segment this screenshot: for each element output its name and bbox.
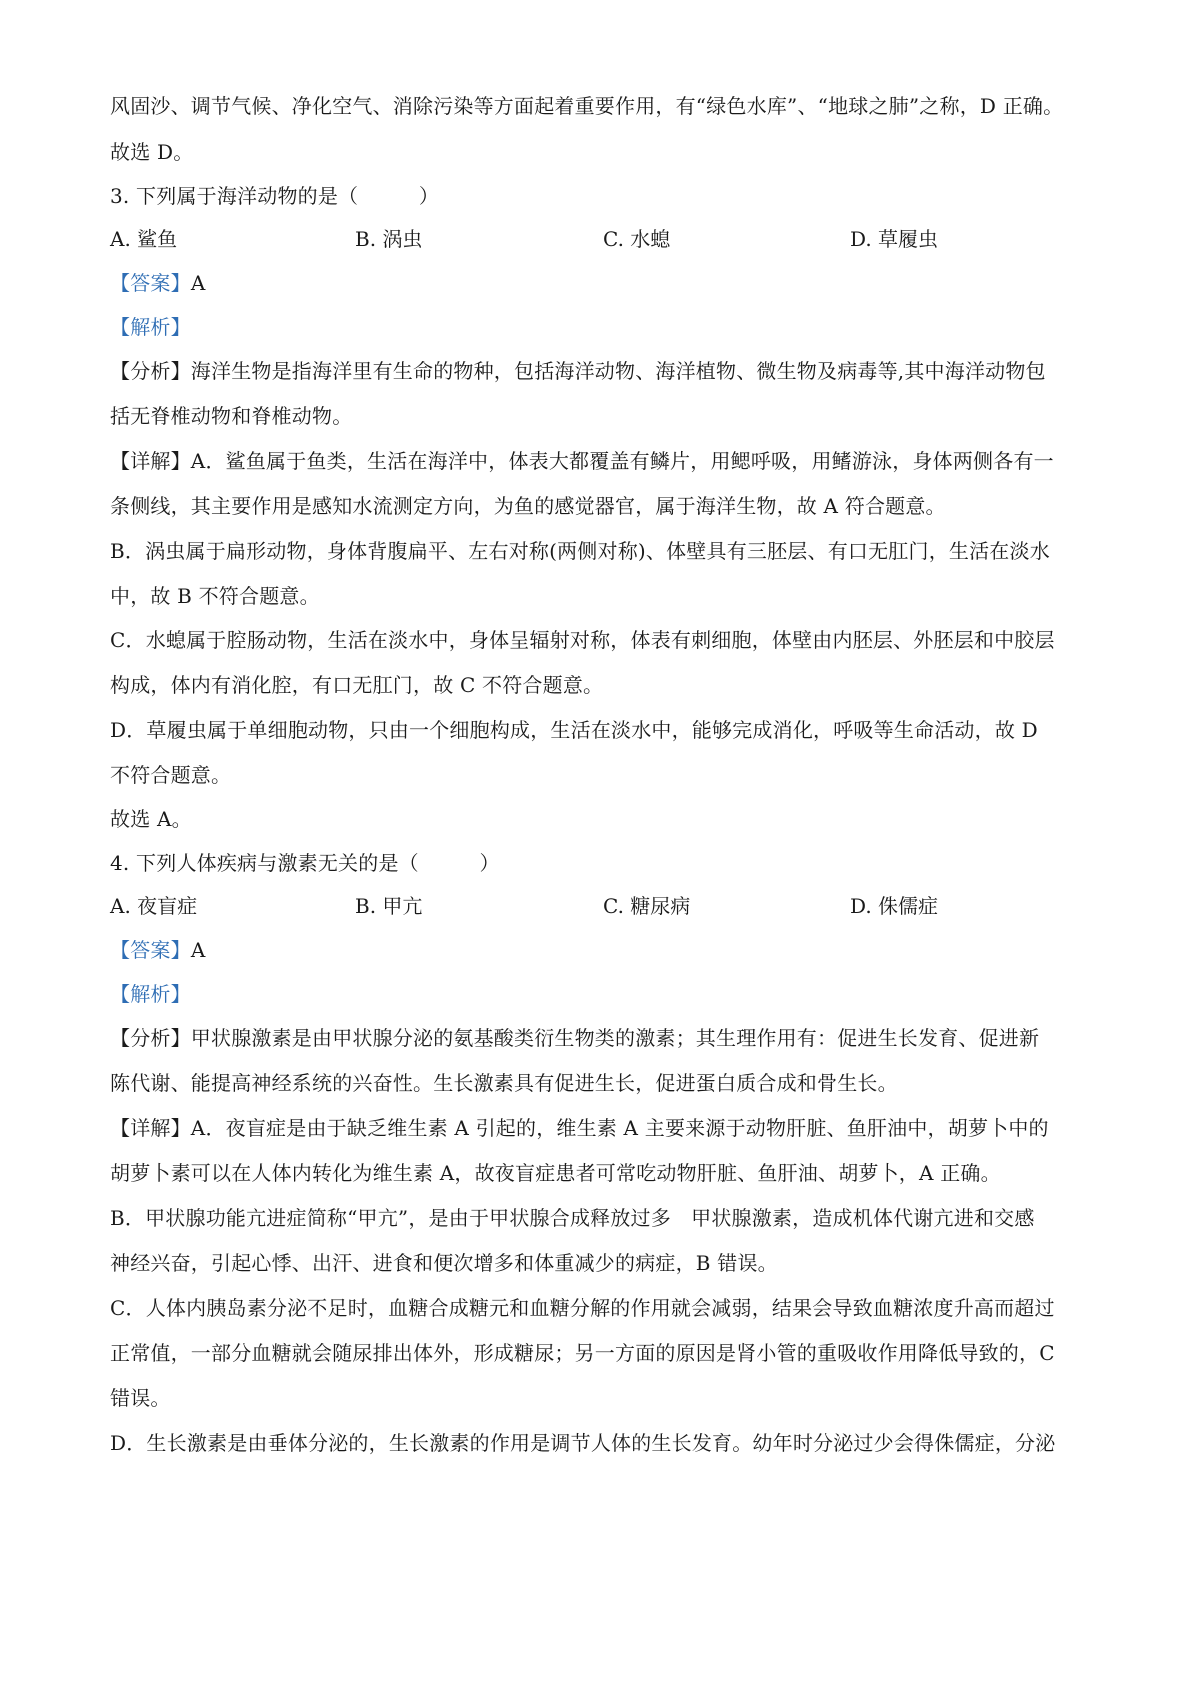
- text-line: 条侧线，其主要作用是感知水流测定方向，为鱼的感觉器官，属于海洋生物，故 A 符合题意。: [110, 494, 946, 518]
- option-d: D. 草履虫: [850, 227, 939, 251]
- text-line: B．甲状腺功能亢进症简称“甲亢”，是由于甲状腺合成释放过多 甲状腺激素，造成机体代谢亢进和交感: [110, 1206, 1035, 1230]
- answer-tag: 【答案】: [110, 271, 191, 295]
- text-line: C．水螅属于腔肠动物，生活在淡水中，身体呈辐射对称，体表有刺细胞，体壁由内胚层、外胚层和中胶层: [110, 628, 1055, 652]
- text-line: 【详解】A．鲨鱼属于鱼类，生活在海洋中，体表大都覆盖有鳞片，用鳃呼吸，用鳍游泳，身体两侧各有一: [110, 449, 1054, 473]
- text-line: 【分析】甲状腺激素是由甲状腺分泌的氨基酸类衍生物类的激素；其生理作用有：促进生长发育、促进新: [110, 1026, 1040, 1050]
- text-line: 神经兴奋，引起心悸、出汗、进食和便次增多和体重减少的病症，B 错误。: [110, 1251, 778, 1275]
- question-3: 3. 下列属于海洋动物的是（ ）: [110, 184, 440, 208]
- option-d: D. 侏儒症: [850, 894, 939, 918]
- text-line: 错误。: [110, 1386, 171, 1410]
- text-line: D．生长激素是由垂体分泌的，生长激素的作用是调节人体的生长发育。幼年时分泌过少会得侏儒症，分泌: [110, 1431, 1056, 1455]
- analysis-tag: 【解析】: [110, 315, 191, 339]
- question-4: 4. 下列人体疾病与激素无关的是（ ）: [110, 851, 500, 875]
- answer-line: [110, 269, 1100, 297]
- text-line: 胡萝卜素可以在人体内转化为维生素 A，故夜盲症患者可常吃动物肝脏、鱼肝油、胡萝卜，A 正确。: [110, 1161, 1001, 1185]
- text-line: 构成，体内有消化腔，有口无肛门，故 C 不符合题意。: [110, 673, 604, 697]
- answer-tag: 【答案】: [110, 938, 191, 962]
- answer-line: [110, 936, 1100, 964]
- text-line: 正常值，一部分血糖就会随尿排出体外，形成糖尿；另一方面的原因是肾小管的重吸收作用降低导致的，C: [110, 1341, 1055, 1365]
- text-line: 陈代谢、能提高神经系统的兴奋性。生长激素具有促进生长，促进蛋白质合成和骨生长。: [110, 1071, 898, 1095]
- analysis-tag: 【解析】: [110, 982, 191, 1006]
- text-line: D．草履虫属于单细胞动物，只由一个细胞构成，生活在淡水中，能够完成消化，呼吸等生命活动，故 D: [110, 718, 1038, 742]
- option-b: B. 甲亢: [355, 894, 423, 918]
- option-a: A. 夜盲症: [110, 894, 198, 918]
- text-line: 风固沙、调节气候、净化空气、消除污染等方面起着重要作用，有“绿色水库”、“地球之肺”之称，D 正确。: [110, 94, 1064, 118]
- option-c: C. 糖尿病: [603, 894, 691, 918]
- text-line: 故选 D。: [110, 140, 194, 164]
- text-line: C．人体内胰岛素分泌不足时，血糖合成糖元和血糖分解的作用就会减弱，结果会导致血糖浓度升高而超过: [110, 1296, 1055, 1320]
- text-line: 故选 A。: [110, 807, 192, 831]
- text-line: 中，故 B 不符合题意。: [110, 584, 320, 608]
- answer-value: A: [190, 271, 206, 295]
- option-c: C. 水螅: [603, 227, 671, 251]
- text-line: 【详解】A．夜盲症是由于缺乏维生素 A 引起的，维生素 A 主要来源于动物肝脏、鱼肝油中，胡萝卜中的: [110, 1116, 1049, 1140]
- text-line: 【分析】海洋生物是指海洋里有生命的物种，包括海洋动物、海洋植物、微生物及病毒等,其中海洋动物包: [110, 359, 1046, 383]
- answer-value: A: [190, 938, 206, 962]
- text-line: 不符合题意。: [110, 763, 232, 787]
- option-a: A. 鲨鱼: [110, 227, 178, 251]
- text-line: B．涡虫属于扁形动物，身体背腹扁平、左右对称(两侧对称)、体壁具有三胚层、有口无肛门，生活在淡水: [110, 539, 1050, 563]
- text-line: 括无脊椎动物和脊椎动物。: [110, 404, 353, 428]
- option-b: B. 涡虫: [355, 227, 423, 251]
